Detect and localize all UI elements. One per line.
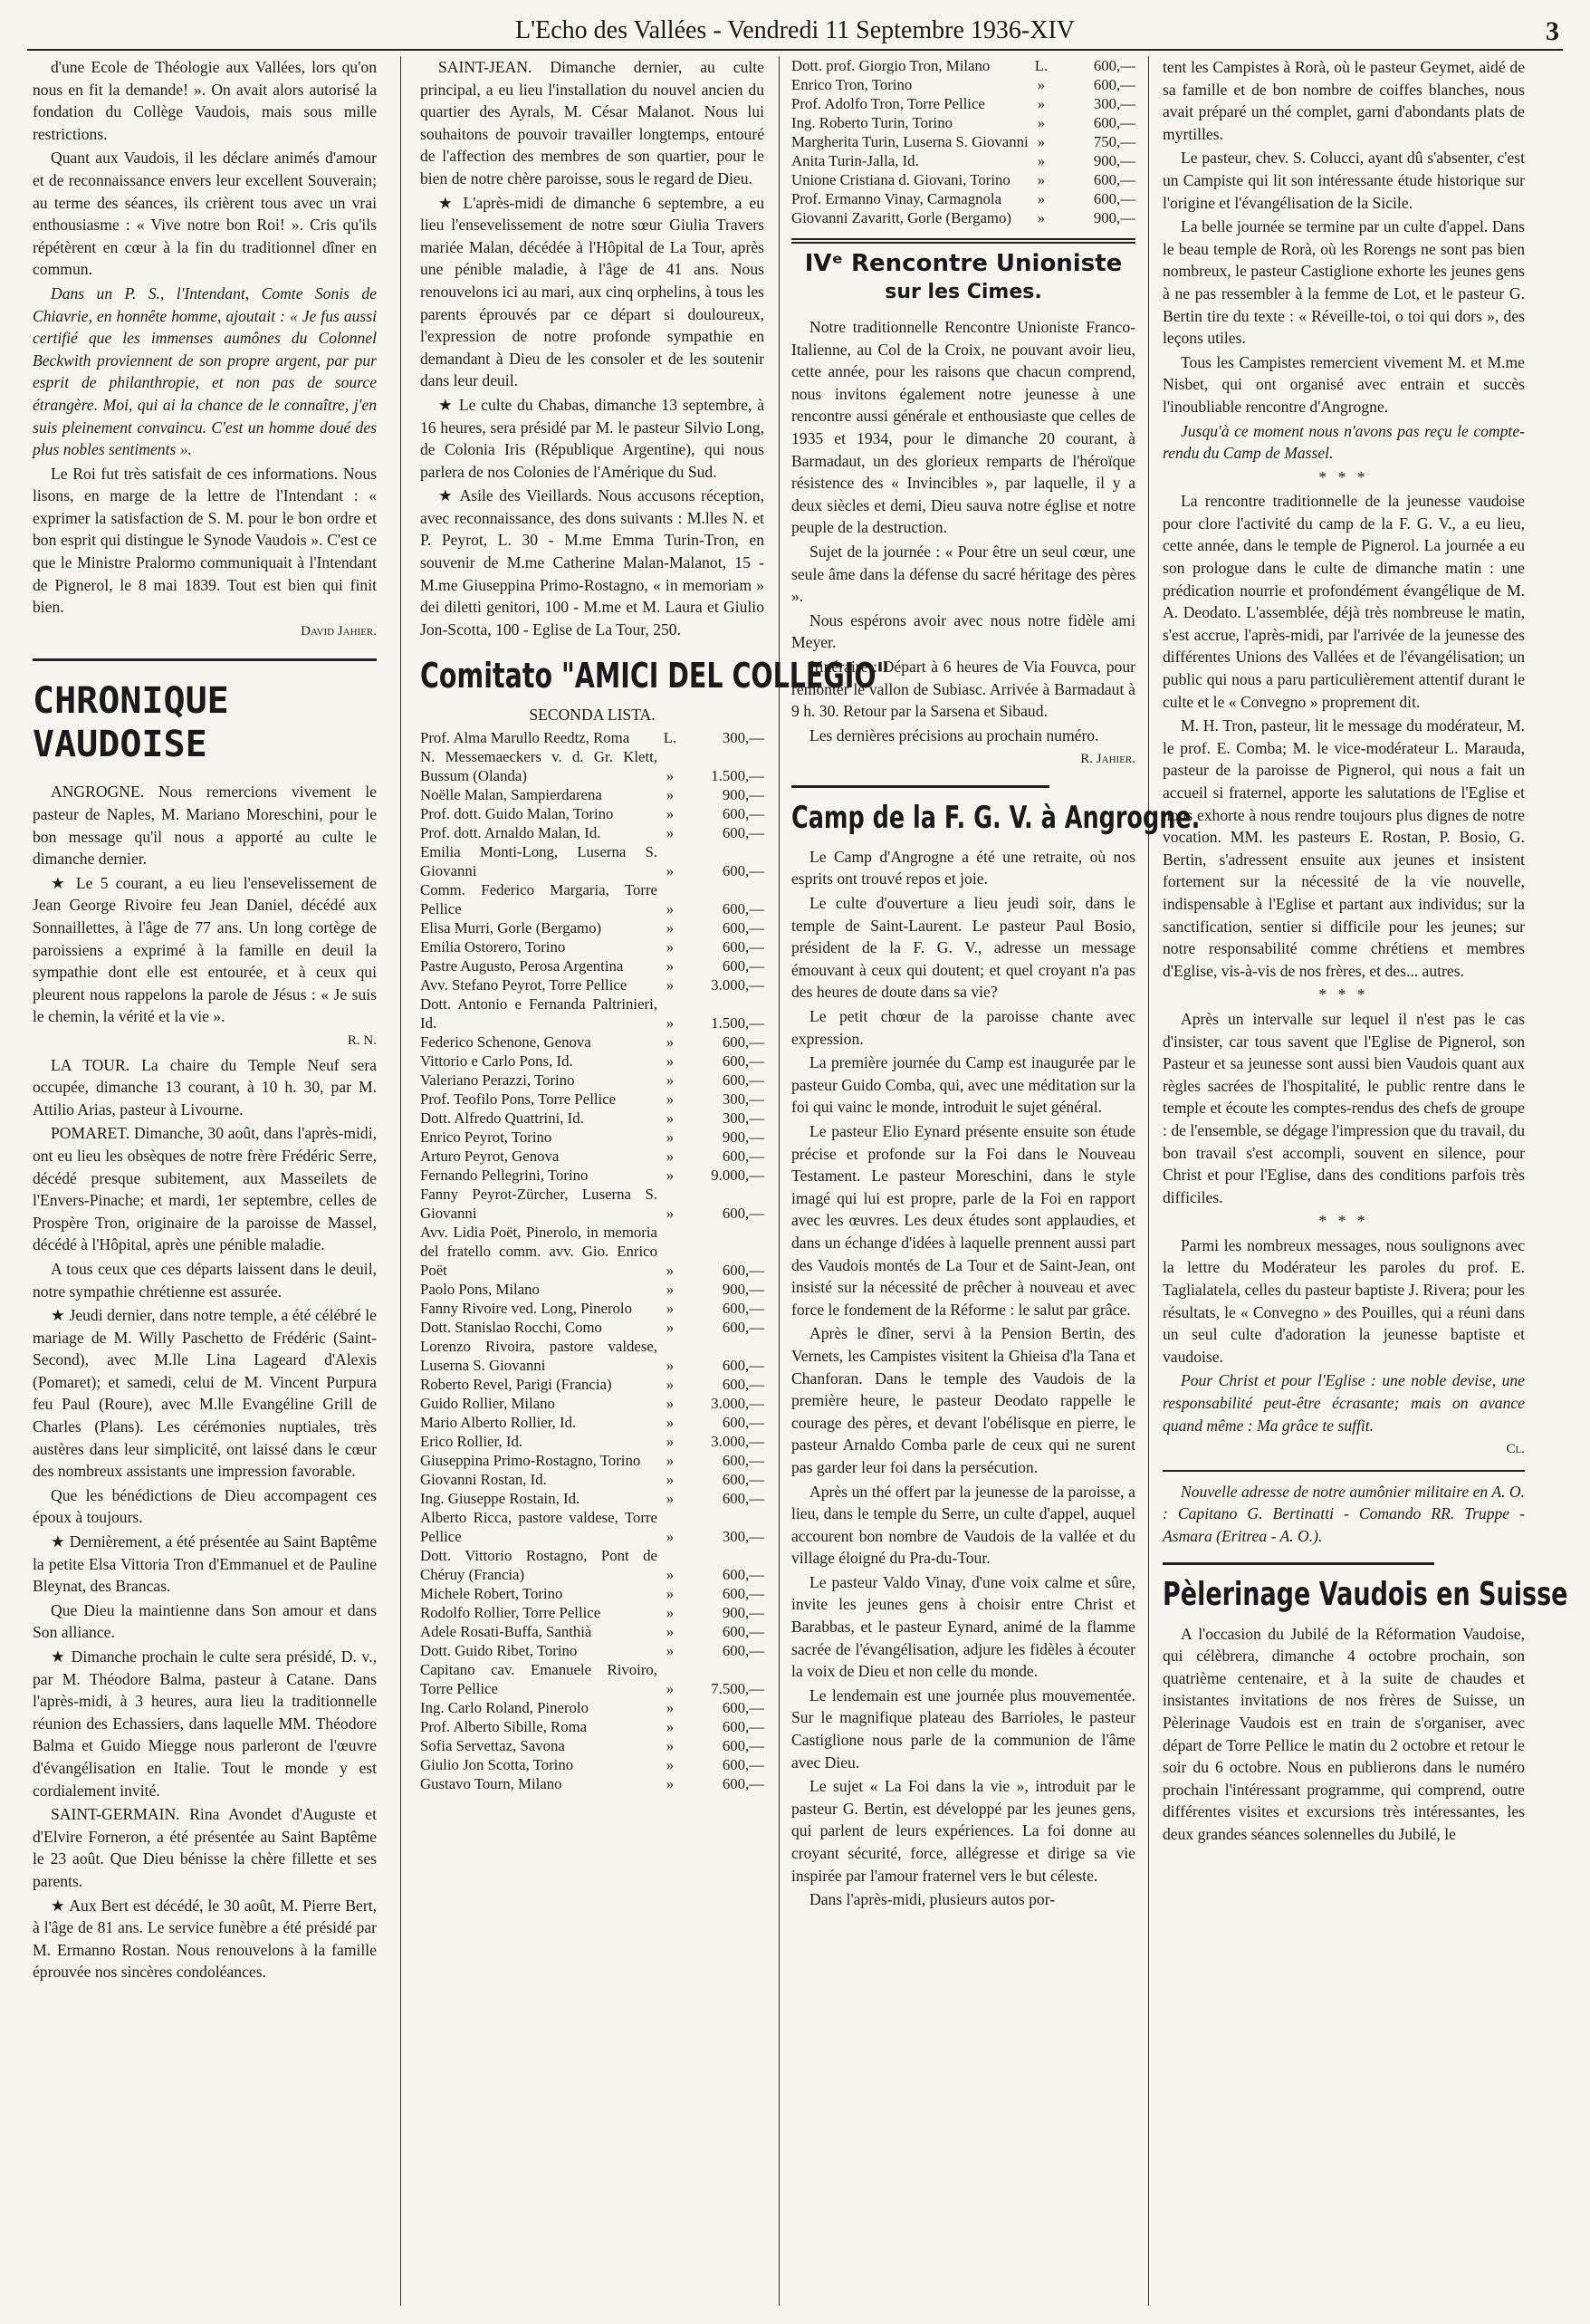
donor-name: Dott. Stanislao Rocchi, Como — [420, 1319, 602, 1337]
donor-row — [420, 1071, 764, 1090]
currency-mark: » — [666, 1433, 675, 1451]
currency-mark: » — [666, 1604, 675, 1622]
currency-mark: » — [666, 1052, 675, 1071]
currency-mark: » — [666, 957, 675, 975]
donor-row — [420, 994, 764, 1032]
currency-mark: » — [666, 1033, 675, 1052]
donor-name: Dott. prof. Giorgio Tron, Milano — [791, 57, 991, 74]
donor-name: Ing. Carlo Roland, Pinerolo — [420, 1699, 589, 1717]
article-paragraph: M. H. Tron, pasteur, lit le message du modérateur, M. le prof. E. Comba; M. le vice-modérateur L. Marauda, pasteur de la paroisse de Pignerol, qui nous a fait un accueil si fraternel, apporte les salutations de l'Eglise et nous exhorte à nous rendre toujours plus dignes de notre vocation. MM. les pasteurs E. Rostan, P. Bosio, G. Bertin, s'adressent ensuite aux jeunes et insistent fortement sur la nécessité de la vie nouvelle, indispensable à l'Eglise et partant aux individus; sur la sanctification, sentier si difficile pour les jeunes; sur notre responsabilité comme chrétiens et membres d'Eglise, vis-à-vis de nos frères, et des... autres. — [1163, 716, 1525, 980]
currency-mark: » — [666, 1148, 675, 1166]
currency-mark: » — [666, 1566, 675, 1584]
donation-amount: 600,— — [722, 1033, 764, 1052]
donor-row — [420, 975, 764, 994]
donor-name: Avv. Lidia Poët, Pinerolo, in memoria del fratello comm. avv. Gio. Enrico Poët — [420, 1224, 657, 1280]
donor-row — [420, 1128, 764, 1147]
donor-name: Unione Cristiana d. Giovani, Torino — [791, 171, 1011, 188]
donor-row — [420, 1166, 764, 1185]
currency-mark: » — [666, 1376, 675, 1394]
donor-name: Enrico Tron, Torino — [791, 76, 913, 93]
donor-name: Prof. dott. Arnaldo Malan, Id. — [420, 824, 601, 842]
donor-row — [420, 1280, 764, 1299]
donor-name: Fernando Pellegrini, Torino — [420, 1167, 589, 1185]
currency-mark: » — [1037, 133, 1046, 150]
donor-name: Vittorio e Carlo Pons, Id. — [420, 1052, 573, 1071]
donor-name: Dott. Antonio e Fernanda Paltrinieri, Id. — [420, 995, 657, 1032]
donor-row — [420, 1603, 764, 1622]
news-item: POMARET. Dimanche, 30 août, dans l'après-midi, ont eu lieu les obsèques de notre frère Frédéric Serre, décédé presque subitement, aux Masseilets de l'Envers-Pinache; et mardi, 1er septembre, celles de Prospère Tron, originaire de la paroisse de Massel, décédé à l'Hôpital, après une pénible maladie. — [33, 1124, 377, 1254]
donor-row — [420, 1451, 764, 1470]
donor-name: Dott. Alfredo Quattrini, Id. — [420, 1109, 584, 1128]
donor-name: Noëlle Malan, Sampierdarena — [420, 786, 602, 804]
article-signature: R. Jahier. — [1080, 752, 1135, 767]
donation-amount: 600,— — [722, 1319, 764, 1337]
donor-row — [791, 113, 1135, 132]
donor-row — [420, 1413, 764, 1432]
donor-name: Elisa Murri, Gorle (Bergamo) — [420, 919, 602, 937]
article-paragraph: Itinéraire : Départ à 6 heures de Via Fouvca, pour remonter le vallon de Subiasc. Arrivée à Barmadaut à 9 h. 30. Retour par la Sarsena et Sibaud. — [791, 657, 1135, 721]
donation-amount: 7.500,— — [711, 1680, 764, 1698]
article-signature: David Jahier. — [301, 623, 377, 639]
donation-amount: 3.000,— — [711, 976, 764, 994]
article-paragraph: La rencontre traditionnelle de la jeunesse vaudoise pour clore l'activité du camp de la F. G. V., a eu lieu, cette année, dans le temple de Pignerol. La journée a eu son prologue dans le culte de dimanche matin : une prédication nourrie et profondément évangélique de M. A. Deodato. L'assemblée, déjà très nombreuse le matin, s'est accrue, l'après-midi, par l'arrivée de la jeunesse des différentes Unions des Vallées et de l'évangélisation; un public qui nous a paru particulièrement attentif durant le culte et le « Convegno » proprement dit. — [1163, 492, 1525, 711]
news-item: SAINT-JEAN. Dimanche dernier, au culte principal, a eu lieu l'installation du nouvel ancien du quartier des Ayrals, M. César Malanot. Nous lui souhaitons de pouvoir travailler longtemps, entouré de l'affection des membres de son quartier, pour le bien de notre chère paroisse, sous le regard de Dieu. — [420, 58, 764, 187]
donor-name: Giulio Jon Scotta, Torino — [420, 1756, 574, 1774]
currency-mark: » — [666, 900, 675, 918]
donor-name: Sofia Servettaz, Savona — [420, 1737, 565, 1755]
donor-row — [420, 1717, 764, 1736]
currency-mark: » — [1037, 190, 1046, 207]
donor-name: Emilia Ostorero, Torino — [420, 938, 566, 956]
donation-amount: 600,— — [722, 1414, 764, 1432]
donor-name: Avv. Stefano Peyrot, Torre Pellice — [420, 976, 627, 994]
article-paragraph: Tous les Campistes remercient vivement M. et M.me Nisbet, qui ont organisé avec entrain et succès l'inoubliable rencontre d'Angrogne. — [1163, 352, 1525, 416]
donation-amount: 600,— — [722, 862, 764, 880]
donor-name: Prof. Teofilo Pons, Torre Pellice — [420, 1090, 617, 1109]
donor-name: Emilia Monti-Long, Luserna S. Giovanni — [420, 843, 657, 880]
article-paragraph: Après un intervalle sur lequel il n'est pas le cas d'insister, car tous savent que l'Eglise de Pignerol, son Pasteur et sa jeunesse sont aussi bien Vaudois quant aux règles sacrées de l'hospitalité, le public rentre dans le temple et écoute les comptes-rendus des chefs de groupe : de l'ensemble, se dégage l'impression que du travail, du bon travail s'est accompli, souvent en silence, pour Christ et pour l'Eglise, dans des conditions parfois très difficiles. — [1163, 1009, 1525, 1206]
donation-amount: 300,— — [1093, 95, 1135, 112]
donation-amount: 600,— — [1093, 76, 1135, 93]
news-item: ANGROGNE. Nous remercions vivement le pasteur de Naples, M. Mariano Moreschini, pour le bon message qu'il nous a apporté au culte le dimanche dernier. — [33, 783, 377, 869]
donation-amount: 600,— — [722, 1148, 764, 1166]
donor-row — [420, 1032, 764, 1052]
news-item: ★ Dimanche prochain le culte sera présidé, D. v., par M. Théodore Balma, pasteur à Catane. Dans l'après-midi, à 3 heures, aura lieu la traditionnelle réunion des Echassiers, dans laquelle MM. Théodore Balma et Guido Miegge nous parleront de l'œuvre d'évangélisation en Italie. Tout le monde y est cordialement invité. — [33, 1647, 377, 1800]
article-paragraph: Nous espérons avoir avec nous notre fidèle ami Meyer. — [791, 610, 1135, 652]
donor-name: Guido Rollier, Milano — [420, 1395, 555, 1413]
donor-row — [420, 1470, 764, 1489]
donation-amount: 600,— — [1093, 171, 1135, 188]
donor-row — [420, 1299, 764, 1318]
donor-list — [791, 56, 1135, 227]
page-header — [27, 13, 1563, 51]
donor-row — [420, 1318, 764, 1337]
donor-name: Dott. Vittorio Rostagno, Pont de Chéruy (Francia) — [420, 1547, 657, 1584]
currency-mark: » — [666, 1281, 675, 1299]
donor-row — [420, 842, 764, 880]
donor-row — [420, 1185, 764, 1223]
article-paragraph: Sujet de la journée : « Pour être un seul cœur, une seule âme dans la défense du sacré héritage des pères ». — [791, 542, 1135, 606]
article-paragraph: Le Camp d'Angrogne a été une retraite, où nos esprits ont trouvé repos et joie. — [791, 847, 1135, 888]
page-number: 3 — [1546, 16, 1559, 46]
section-title: CHRONIQUE VAUDOISE — [33, 658, 377, 766]
currency-mark: » — [666, 1128, 675, 1147]
currency-mark: » — [666, 1109, 675, 1128]
donor-row — [420, 785, 764, 804]
donation-amount: 600,— — [722, 1642, 764, 1660]
donor-row — [420, 1641, 764, 1660]
currency-mark: » — [666, 805, 675, 823]
donation-amount: 900,— — [722, 1281, 764, 1299]
donation-amount: 300,— — [722, 1528, 764, 1546]
currency-mark: » — [666, 1775, 675, 1793]
currency-mark: » — [666, 1014, 675, 1032]
article-paragraph: Le lendemain est une journée plus mouvementée. Sur le magnifique plateau des Barrioles, le pasteur Castiglione nous parle de la communion de l'âme avec Dieu. — [791, 1685, 1135, 1772]
donor-row — [420, 1109, 764, 1128]
donation-amount: 600,— — [722, 1376, 764, 1394]
column-3 — [791, 56, 1201, 2306]
donor-row — [791, 94, 1135, 113]
notice: Nouvelle adresse de notre aumônier militaire en A. O. : Capitano G. Bertinatti - Comando RR. Truppe - Asmara (Eritrea - A. O.). — [1163, 1482, 1525, 1545]
donor-name: Valeriano Perazzi, Torino — [420, 1071, 575, 1090]
donation-amount: 600,— — [1093, 114, 1135, 131]
article-paragraph: Le pasteur Elio Eynard présente ensuite son étude précise et profonde sur la Foi dans le Nouveau Testament. Le pasteur Moreschini, dans le style imagé qui lui est propre, parle de la Foi en rapport avec les œuvres. Les deux études sont applaudies, et dans un échange d'idées à laquelle prennent aussi part des Vaudois montés de La Tour et de Saint-Jean, ont insisté sur la nécessité de prêcher à nouveau et avec force le fondement de la Réforme : le salut par grâce. — [791, 1122, 1135, 1319]
news-item: A tous ceux que ces départs laissent dans le deuil, notre sympathie chrétienne est assurée. — [33, 1259, 377, 1301]
donation-amount: 300,— — [722, 1090, 764, 1109]
donation-amount: 600,— — [722, 1490, 764, 1508]
camp-title: Camp de la F. G. V. à Angrogne. — [791, 785, 1049, 839]
donation-amount: 600,— — [722, 1262, 764, 1280]
donor-row — [420, 1090, 764, 1109]
currency-mark: » — [666, 976, 675, 994]
currency-mark: » — [666, 1319, 675, 1337]
donation-amount: 3.000,— — [711, 1433, 764, 1451]
donor-row — [791, 56, 1135, 75]
news-item: ★ Jeudi dernier, dans notre temple, a été célébré le mariage de M. Willy Paschetto de Frédéric (Saint-Second), avec M.lle Lina Lageard d'Alexis (Pomaret); et samedi, celui de M. Vincent Purpura feu Paul (Roure), avec M.lle Evangéline Grill de Charles (Plans). Les cérémonies nuptiales, très austères dans leur simplicité, ont laissé dans le cœur des nombreux assistants une impression favorable. — [33, 1306, 377, 1481]
donation-amount: 600,— — [722, 1471, 764, 1489]
separator-stars: * * * — [1318, 985, 1369, 1004]
article-paragraph: Le petit chœur de la paroisse chante avec expression. — [791, 1007, 1135, 1048]
donation-amount: 600,— — [722, 957, 764, 975]
donor-name: Prof. dott. Guido Malan, Torino — [420, 805, 614, 823]
currency-mark: » — [666, 919, 675, 937]
donor-name: Ing. Giuseppe Rostain, Id. — [420, 1490, 580, 1508]
currency-mark: » — [666, 1414, 675, 1432]
currency-mark: » — [666, 1357, 675, 1375]
donation-amount: 600,— — [722, 1756, 764, 1774]
currency-mark: » — [666, 1680, 675, 1698]
article-paragraph: Pour Christ et pour l'Eglise : une noble devise, une responsabilité peut-être écrasante; mais on avance quand même : Ma grâce te suffit. — [1163, 1371, 1525, 1435]
currency-mark: » — [666, 1090, 675, 1109]
currency-mark: L. — [1034, 57, 1049, 74]
article-paragraph: Le Roi fut très satisfait de ces informations. Nous lisons, en marge de la lettre de l'Intendant : « exprimer la satisfaction de S. M. pour le bon ordre et bon esprit qui distingue le Synode Vaudois ». C'est ce que le Ministre Pralormo communiquait à l'Intendant de Pignerol, le 8 mai 1839. Tout est bien qui finit bien. — [33, 464, 377, 617]
rencontre-title — [791, 238, 1135, 307]
donor-name: Alberto Ricca, pastore valdese, Torre Pellice — [420, 1509, 657, 1546]
donor-row — [791, 208, 1135, 227]
currency-mark: » — [1037, 209, 1046, 226]
donation-amount: 600,— — [722, 1071, 764, 1090]
currency-mark: » — [666, 1756, 675, 1774]
donor-row — [420, 956, 764, 975]
currency-mark: » — [1037, 152, 1046, 169]
donor-row — [420, 880, 764, 918]
donor-row — [420, 1375, 764, 1394]
currency-mark: » — [666, 1528, 675, 1546]
news-item: ★ Le culte du Chabas, dimanche 13 septembre, à 16 heures, sera présidé par M. le pasteur Silvio Long, de Colonia Iris (République Argentine), qui nous parlera de nos Colonies de l'Amérique du Sud. — [420, 395, 764, 481]
currency-mark: » — [1037, 95, 1046, 112]
donation-amount: 600,— — [722, 1052, 764, 1071]
news-item: ★ Asile des Vieillards. Nous accusons réception, avec reconnaissance, des dons suivants : M.lles N. et P. Peyrot, L. 30 - M.me Emma Turin-Tron, en souvenir de M.me Catherine Malan-Malanot, 15 - M.me Giuseppina Primo-Rostagno, « in memoriam » dei diletti genitori, 100 - M.me et M. Laura et Giulio Jon-Scotta, 100 - Eglise de La Tour, 250. — [420, 486, 764, 639]
donation-amount: 600,— — [722, 1300, 764, 1318]
donor-name: Erico Rollier, Id. — [420, 1433, 523, 1451]
donation-amount: 600,— — [1093, 57, 1135, 74]
donor-row — [420, 1147, 764, 1166]
donor-name: Giovanni Rostan, Id. — [420, 1471, 547, 1489]
donor-row — [791, 189, 1135, 208]
donation-amount: 600,— — [722, 1566, 764, 1584]
divider — [1163, 1470, 1525, 1472]
news-signature: R. N. — [347, 1032, 377, 1048]
news-item: Que Dieu la maintienne dans Son amour et dans Son alliance. — [33, 1600, 377, 1642]
donor-row — [420, 1660, 764, 1698]
donor-row — [420, 728, 764, 747]
article-paragraph: Dans l'après-midi, plusieurs autos por- — [809, 1890, 1056, 1909]
donation-amount: 600,— — [722, 1452, 764, 1470]
rencontre-title-main: IVᵉ Rencontre Unioniste — [804, 250, 1123, 277]
currency-mark: » — [666, 1167, 675, 1185]
donor-name: Ing. Roberto Turin, Torino — [791, 114, 953, 131]
donation-amount: 1.500,— — [711, 1014, 764, 1032]
donation-amount: 600,— — [722, 1623, 764, 1641]
donation-amount: 600,— — [722, 824, 764, 842]
donation-amount: 600,— — [722, 1699, 764, 1717]
donor-row — [791, 170, 1135, 189]
donor-name: Michele Robert, Torino — [420, 1585, 563, 1603]
donation-amount: 600,— — [722, 1737, 764, 1755]
currency-mark: » — [666, 767, 675, 785]
article-paragraph: Le pasteur, chev. S. Colucci, ayant dû s'absenter, c'est un Campiste qui lit son intéressante étude historique sur l'origine et l'évangélisation de la Sicile. — [1163, 149, 1525, 212]
donor-name: Comm. Federico Margaria, Torre Pellice — [420, 881, 657, 918]
article-paragraph: Après un thé offert par la jeunesse de la paroisse, a lieu, dans le temple du Serre, un culte d'appel, auquel accourent bon nombre de Vaudois de la vallée et du village éloigné du Pra-du-Tour. — [791, 1482, 1135, 1568]
donation-amount: 600,— — [722, 1718, 764, 1736]
article-paragraph: Notre traditionnelle Rencontre Unioniste Franco-Italienne, au Col de la Croix, ne pouvant avoir lieu, cette année, pour les raisons que chacun comprend, nous invitons également notre jeunesse à une rencontre aussi générale et enthousiaste que celles de 1935 et 1934, pour le dimanche 20 courant, à Barmadaut, un des glorieux remparts de l'héroïque résistence des « Invincibles », par laquelle, il y a deux siècles et demi, Dieu sauva notre église et notre peuple de la destruction. — [791, 318, 1135, 537]
currency-mark: » — [666, 786, 675, 804]
rencontre-title-sub: sur les Cimes. — [885, 281, 1042, 303]
article-paragraph: Après le dîner, servi à la Pension Bertin, des Vernets, les Campistes visitent la Ghieisa d'la Tana et Chanforan. Dans le temple des Vaudois de la première heure, le pasteur Deodato rappelle le courage des pères, et devant l'obélisque en pierre, le pasteur Arnaldo Comba parle de ceux qui ne surent pas garder leur foi dans la persécution. — [791, 1324, 1135, 1476]
currency-mark: » — [666, 938, 675, 956]
donor-name: Pastre Augusto, Perosa Argentina — [420, 957, 624, 975]
column-1 — [33, 56, 377, 2306]
donor-row — [420, 918, 764, 937]
currency-mark: » — [666, 1452, 675, 1470]
currency-mark: » — [666, 1623, 675, 1641]
news-item: LA TOUR. La chaire du Temple Neuf sera occupée, dimanche 13 courant, à 10 h. 30, par M. Attilio Arias, pasteur à Livourne. — [33, 1055, 377, 1119]
column-rule — [1148, 56, 1149, 2306]
news-item: ★ L'après-midi de dimanche 6 septembre, a eu lieu l'ensevelissement de notre sœur Giulia Travers mariée Malan, décédée à l'Hôpital de La Tour, après une pénible maladie, à l'âge de 41 ans. Nous renouvelons ici au mari, aux cinq orphelins, à tous les parents éprouvés par ce départ si douloureux, l'expression de notre profonde sympathie en demandant à Dieu de les consoler et de les soutenir dans leur deuil. — [420, 193, 764, 390]
article-signature: Cl. — [1506, 1442, 1525, 1457]
donor-name: Paolo Pons, Milano — [420, 1281, 540, 1299]
donor-list — [420, 728, 764, 1793]
donor-row — [791, 75, 1135, 94]
currency-mark: » — [666, 1490, 675, 1508]
donor-row — [420, 804, 764, 823]
donor-row — [420, 1698, 764, 1717]
article-paragraph: d'une Ecole de Théologie aux Vallées, lors qu'on nous en fit la demande! ». On avait alors autorisé la fondation du Collège Vaudois, mais sous mille restrictions. — [33, 58, 377, 143]
donor-row — [420, 1337, 764, 1375]
separator-stars: * * * — [1318, 1212, 1369, 1231]
donor-row — [420, 937, 764, 956]
article-paragraph: Le pasteur Valdo Vinay, d'une voix calme et sûre, invite les jeunes gens à choisir entre Christ et Barabbas, et le pasteur Eynard, animé de la flamme sacrée de l'évangélisation, adjure les fidèles à écouter la voix de Dieu et non celle du monde. — [791, 1572, 1135, 1681]
donation-amount: 1.500,— — [711, 767, 764, 785]
currency-mark: » — [666, 1300, 675, 1318]
donor-row — [420, 1755, 764, 1774]
donor-row — [420, 1489, 764, 1508]
donor-name: Capitano cav. Emanuele Rivoiro, Torre Pellice — [420, 1661, 657, 1698]
news-item: ★ Le 5 courant, a eu lieu l'ensevelissement de Jean George Rivoire feu Jean Daniel, décédé aux Sonnaillettes, à l'âge de 77 ans. Un long cortège de paroissiens a exprimé à la famille en deuil la sympathie dont elle est entourée, et à ceux qui pleurent nous rappelons la parole de Jésus : « Je suis le chemin, la vérité et la vie ». — [33, 873, 377, 1026]
donation-amount: 300,— — [722, 1109, 764, 1128]
column-rule — [779, 56, 780, 2306]
donation-amount: 600,— — [722, 919, 764, 937]
news-item: ★ Dernièrement, a été présentée au Saint Baptême la petite Elsa Vittoria Tron d'Emmanuel et de Pauline Bleynat, des Brancas. — [33, 1532, 377, 1596]
article-paragraph: Le culte d'ouverture a lieu jeudi soir, dans le temple de Saint-Laurent. Le pasteur Paul Bosio, président de la F. G. V., adresse un message émouvant à ceux qui doutent; et quel croyant n'a pas des heures de doute dans sa vie? — [791, 894, 1135, 1002]
donor-name: Anita Turin-Jalla, Id. — [791, 152, 919, 169]
donation-amount: 900,— — [722, 1128, 764, 1147]
donor-row — [420, 1052, 764, 1071]
article-paragraph: Dans un P. S., l'Intendant, Comte Sonis de Chiavrie, en honnête homme, ajoutait : « Je fus aussi certifié que les immenses aumônes du Colonnel Beckwith proviennent de son propre argent, par pur esprit de philanthropie, et non pas de source étrangère. Moi, qui ai la chance de le connaître, j'en suis pleinement convaincu. C'est un homme doué des plus nobles sentiments ». — [33, 283, 377, 459]
article-paragraph: Jusqu'à ce moment nous n'avons pas reçu le compte-rendu du Camp de Massel. — [1163, 421, 1525, 463]
article-paragraph: tent les Campistes à Rorà, où le pasteur Geymet, aidé de sa famille et de bon nombre de coiffes blanches, nous avait préparé un thé complet, garni d'abondants plats de myrtilles. — [1163, 58, 1525, 143]
donor-name: Enrico Peyrot, Torino — [420, 1128, 552, 1147]
news-item: Que les bénédictions de Dieu accompagent ces époux à toujours. — [33, 1485, 377, 1527]
donation-amount: 600,— — [1093, 190, 1135, 207]
donation-amount: 600,— — [722, 938, 764, 956]
donor-row — [420, 823, 764, 842]
donor-name: Fanny Peyrot-Zürcher, Luserna S. Giovanni — [420, 1186, 657, 1223]
donation-amount: 9.000,— — [711, 1167, 764, 1185]
donor-row — [420, 1584, 764, 1603]
currency-mark: » — [1037, 114, 1046, 131]
currency-mark: » — [666, 1737, 675, 1755]
donation-amount: 3.000,— — [711, 1395, 764, 1413]
currency-mark: » — [666, 824, 675, 842]
article-paragraph: Parmi les nombreux messages, nous soulignons avec la lettre du Modérateur les paroles du prof. E. Taglialatela, celles du pasteur baptiste J. Rivera; pour les résultats, le « Convegno » des Pouilles, qui a réuni dans un seul culte d'adoration la jeunesse baptiste et vaudoise. — [1163, 1235, 1525, 1366]
currency-mark: » — [666, 862, 675, 880]
donor-row — [420, 747, 764, 785]
donation-amount: 300,— — [722, 729, 764, 747]
donor-name: Prof. Alma Marullo Reedtz, Roma — [420, 729, 630, 747]
donation-amount: 900,— — [722, 1604, 764, 1622]
donor-row — [420, 1394, 764, 1413]
currency-mark: » — [666, 1642, 675, 1660]
separator-stars: * * * — [1318, 467, 1369, 486]
column-4 — [1163, 56, 1568, 2306]
masthead-title: L'Echo des Vallées - Vendredi 11 Septembre 1936-XIV — [514, 16, 1076, 44]
donor-name: Lorenzo Rivoira, pastore valdese, Luserna S. Giovanni — [420, 1338, 657, 1375]
donor-row — [420, 1622, 764, 1641]
donor-name: N. Messemaeckers v. d. Gr. Klett, Bussum (Olanda) — [420, 748, 657, 785]
currency-mark: » — [666, 1262, 675, 1280]
donor-row — [791, 132, 1135, 151]
donation-amount: 600,— — [722, 1205, 764, 1223]
donor-row — [420, 1432, 764, 1451]
currency-mark: » — [666, 1699, 675, 1717]
donor-row — [420, 1736, 764, 1755]
currency-mark: » — [666, 1718, 675, 1736]
news-item: ★ Aux Bert est décédé, le 30 août, M. Pierre Bert, à l'âge de 81 ans. Le service funèbre a été présidé par M. Ermanno Rostan. Nous renouvelons à la famille éprouvée nos sincères condoléances. — [33, 1896, 377, 1982]
donor-row — [791, 151, 1135, 170]
column-rule — [400, 56, 401, 2306]
donation-amount: 600,— — [722, 900, 764, 918]
donation-amount: 900,— — [1093, 152, 1135, 169]
currency-mark: » — [1037, 76, 1046, 93]
donor-name: Arturo Peyrot, Genova — [420, 1148, 560, 1166]
article-paragraph: A l'occasion du Jubilé de la Réformation Vaudoise, qui célèbrera, dimanche 4 octobre prochain, son quatrième centenaire, et à la suite de chaudes et insistantes invitations de nos frères de Suisse, un Pèlerinage Vaudois est en train de s'organiser, avec départ de Torre Pellice le matin du 2 octobre et retour le soir du 6 octobre. Nous en publierons dans le numéro prochain l'intéressant programme, qui comprend, outre différentes visites et excursions très intéressantes, les deux grandes séances solennelles du Jubilé, le — [1163, 1624, 1525, 1843]
donor-name: Fanny Rivoire ved. Long, Pinerolo — [420, 1300, 632, 1318]
donor-name: Prof. Adolfo Tron, Torre Pellice — [791, 95, 985, 112]
donor-row — [420, 1508, 764, 1546]
donor-row — [420, 1546, 764, 1584]
donor-name: Giuseppina Primo-Rostagno, Torino — [420, 1452, 641, 1470]
donor-name: Mario Alberto Rollier, Id. — [420, 1414, 577, 1432]
donor-name: Adele Rosati-Buffa, Santhià — [420, 1623, 592, 1641]
news-item: SAINT-GERMAIN. Rina Avondet d'Auguste et d'Elvire Forneron, a été présentée au Saint Baptême le 23 août. Que Dieu bénisse la chère fillette et ses parents. — [33, 1805, 377, 1890]
donor-name: Roberto Revel, Parigi (Francia) — [420, 1376, 612, 1394]
currency-mark: L. — [663, 729, 677, 747]
article-paragraph: La belle journée se termine par un culte d'appel. Dans le beau temple de Rorà, où les Rorengs ne sont pas bien nombreux, le pasteur Castiglione exhorte les jeunes gens à ne pas ressembler à la femme de Lot, et le pasteur G. Bertin tire du texte : « Réveille-toi, o toi qui dors », des leçons utiles. — [1163, 217, 1525, 348]
donation-amount: 600,— — [722, 1585, 764, 1603]
donor-name: Dott. Guido Ribet, Torino — [420, 1642, 578, 1660]
section-banner: Comitato "AMICI DEL COLLEGIO" — [420, 656, 890, 696]
donor-name: Gustavo Tourn, Milano — [420, 1775, 562, 1793]
currency-mark: » — [666, 1471, 675, 1489]
donation-amount: 750,— — [1093, 133, 1135, 150]
donor-name: Giovanni Zavaritt, Gorle (Bergamo) — [791, 209, 1011, 226]
donation-amount: 600,— — [722, 1775, 764, 1793]
donor-name: Rodolfo Rollier, Torre Pellice — [420, 1604, 601, 1622]
donor-name: Prof. Alberto Sibille, Roma — [420, 1718, 588, 1736]
article-paragraph: Les dernières précisions au prochain numéro. — [809, 725, 1099, 744]
donation-amount: 600,— — [722, 805, 764, 823]
donor-name: Federico Schenone, Genova — [420, 1033, 591, 1052]
article-paragraph: Le sujet « La Foi dans la vie », introduit par le pasteur G. Bertin, est développé par les jeunes gens, qui parlent de leurs expériences. La foi donne au croyant sécurité, force, allégresse et dirige sa vie inspirée par l'amour fraternel vers le but céleste. — [791, 1777, 1135, 1885]
currency-mark: » — [1037, 171, 1046, 188]
donor-name: Prof. Ermanno Vinay, Carmagnola — [791, 190, 1002, 207]
suisse-title: Pèlerinage Vaudois en Suisse — [1163, 1562, 1434, 1616]
donation-amount: 900,— — [722, 786, 764, 804]
currency-mark: » — [666, 1071, 675, 1090]
currency-mark: » — [666, 1205, 675, 1223]
currency-mark: » — [666, 1395, 675, 1413]
donation-amount: 600,— — [722, 1357, 764, 1375]
currency-mark: » — [666, 1585, 675, 1603]
list-subtitle: SECONDA LISTA. — [529, 706, 656, 725]
donation-amount: 900,— — [1093, 209, 1135, 226]
donor-name: Margherita Turin, Luserna S. Giovanni — [791, 133, 1029, 150]
donor-row — [420, 1223, 764, 1280]
article-paragraph: Quant aux Vaudois, il les déclare animés d'amour et de reconnaissance envers leur excellent Souverain; au terme des séances, ils crièrent tous avec un vrai enthousiasme : « Vive notre bon Roi! ». Cris qu'ils répétèrent en cœur à la fin du traditionnel dîner en commun. — [33, 149, 377, 279]
article-paragraph: La première journée du Camp est inaugurée par le pasteur Guido Comba, qui, avec une méditation sur la foi qui vainc le monde, introduit le sujet général. — [791, 1053, 1135, 1117]
donor-row — [420, 1774, 764, 1793]
